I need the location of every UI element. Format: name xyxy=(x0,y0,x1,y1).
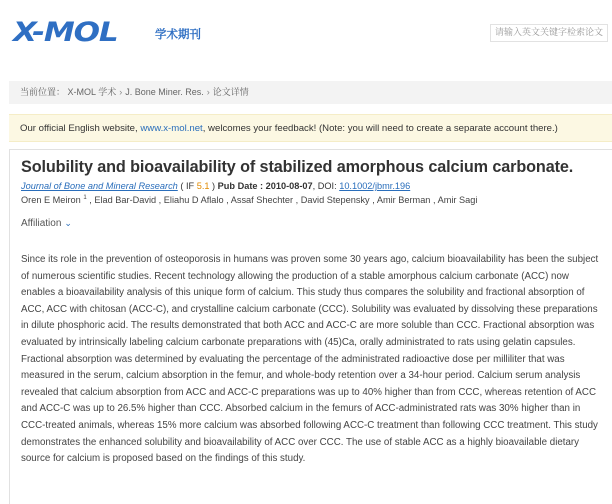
author-name[interactable]: David Stepensky xyxy=(300,195,370,206)
breadcrumb xyxy=(9,81,612,104)
logo-subtitle: 学术期刊 xyxy=(155,29,201,41)
chevron-down-icon: ⌄ xyxy=(64,218,72,228)
impact-factor-suffix: ) xyxy=(209,181,216,191)
affiliation-toggle[interactable] xyxy=(21,218,72,229)
journal-link[interactable]: Journal of Bone and Mineral Research xyxy=(21,181,178,191)
notice-text-after: , welcomes your feedback! (Note: you will need to create a separate account there.) xyxy=(202,123,558,134)
impact-factor-value: 5.1 xyxy=(196,181,210,191)
author-name[interactable]: Eliahu D Aflalo xyxy=(163,195,224,206)
author-list: Oren E Meiron $^1$ , Elad Bar-David , Eliahu D Aflalo , Assaf Shechter , David Stepensky , Amir Berman , Amir Sagi xyxy=(21,195,478,206)
breadcrumb-home-link[interactable]: X-MOL 学术 xyxy=(67,87,117,97)
affiliation-label: Affiliation xyxy=(21,218,62,229)
pub-date-label: Pub Date : xyxy=(217,181,266,191)
logo-text: X-MOL xyxy=(13,17,118,48)
search-input[interactable] xyxy=(490,24,608,42)
article-meta xyxy=(21,181,410,191)
author-name[interactable]: Elad Bar-David xyxy=(94,195,157,206)
author-name[interactable]: Amir Berman xyxy=(376,195,431,206)
breadcrumb-journal-link[interactable]: J. Bone Miner. Res. xyxy=(125,87,204,97)
abstract-text: Since its role in the prevention of osteoporosis in humans was proven some 30 years ago, calcium bioavailability has been the subject of numerous scientific studies. Recent technology allowing the production of a stable amorphous calcium carbonate (ACC) now enables a bioavailability analysis of this unique form of calcium. This study thus compares the solubility and fractional absorption of ACC, ACC with chitosan (ACC-C), and crystalline calcium carbonate (CCC). Solubility was evaluated by dissolving these preparations in dilute phosphoric acid. The results demonstrated that both ACC and ACC-C are more soluble than CCC. Fractional absorption was evaluated by intrinsically labeling calcium carbonate preparations with (45)Ca, orally administrated to rats using gelatin capsules. Fractional absorption was determined by evaluating the percentage of the administrated radioactive dose per milliliter that was measured in the serum, calcium absorption in the femur, and whole-body retention over a 34-hour period. Calcium serum analysis revealed that calcium absorption from ACC and ACC-C preparations was up to 40% higher than from CCC, whereas retention of ACC and ACC-C was up to 26.5% higher than CCC. Absorbed calcium in the femurs of ACC-administrated rats was 30% higher than in CCC-treated animals, whereas 15% more calcium was absorbed following ACC-C treatment than following CCC treatment. This study demonstrates the enhanced solubility and bioavailability of ACC over CCC. The use of stable ACC as a highly bioavailable dietary source for calcium is proposed based on the findings of this study. xyxy=(21,254,599,465)
xmol-logo[interactable] xyxy=(13,17,201,48)
pub-date-value: 2010-08-07 xyxy=(265,181,313,191)
article-title: Solubility and bioavailability of stabilized amorphous calcium carbonate. xyxy=(21,158,574,176)
breadcrumb-current: 论文详情 xyxy=(212,87,249,97)
impact-factor-prefix: ( IF xyxy=(180,181,197,191)
article-panel xyxy=(9,149,612,504)
breadcrumb-prefix: 当前位置： xyxy=(20,87,66,97)
doi-label: , DOI: xyxy=(312,181,340,191)
breadcrumb-separator: › xyxy=(206,87,210,97)
author-name[interactable]: Assaf Shechter xyxy=(230,195,294,206)
feedback-notice xyxy=(9,114,612,142)
doi-link[interactable]: 10.1002/jbmr.196 xyxy=(339,181,411,191)
breadcrumb-separator: › xyxy=(119,87,123,97)
author-affiliation-mark: 1 xyxy=(83,195,87,201)
notice-website-link[interactable]: www.x-mol.net xyxy=(140,123,203,134)
author-name[interactable]: Amir Sagi xyxy=(437,195,478,206)
notice-text-before: Our official English website, xyxy=(20,123,141,134)
author-name[interactable]: Oren E Meiron xyxy=(21,195,81,206)
